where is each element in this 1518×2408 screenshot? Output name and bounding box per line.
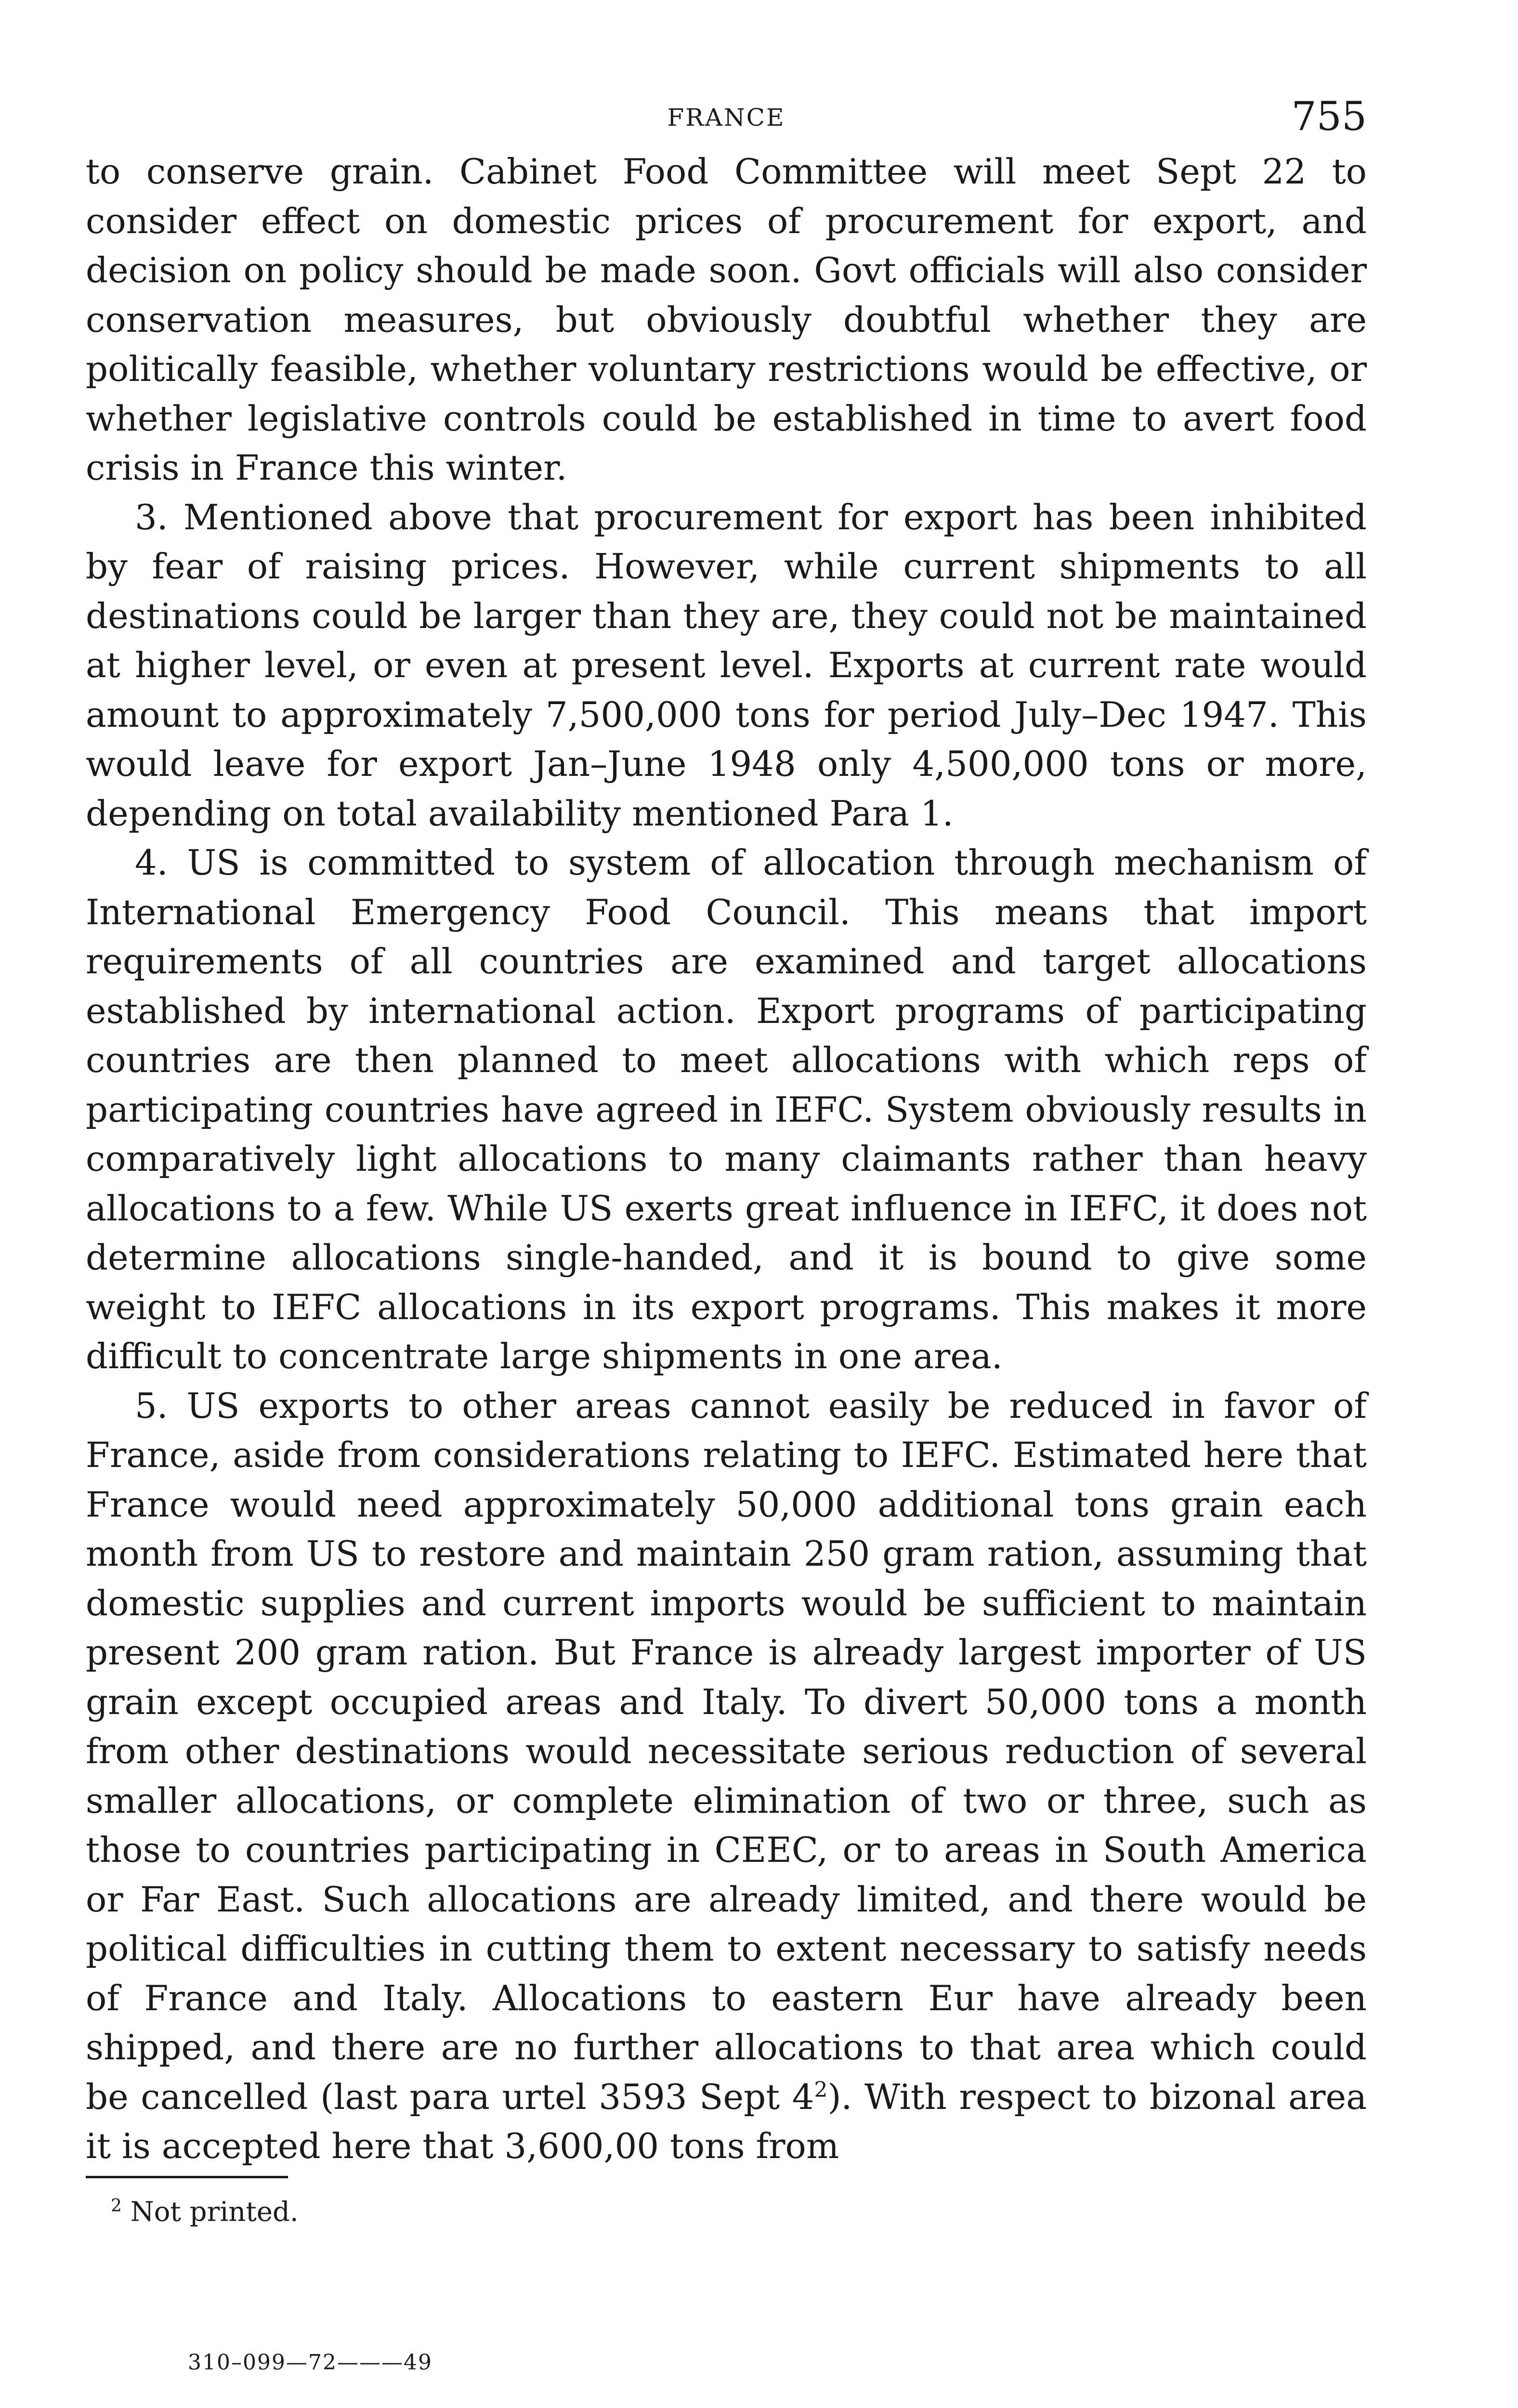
page-number: 755 [1291, 94, 1367, 140]
body-text [86, 147, 1367, 2171]
print-code: 310–099—72———49 [188, 2350, 432, 2375]
paragraph-3: 3. Mentioned above that procurement for export has been inhibited by fear of raising prices. However, while current shipments to all destinations could be larger than they are, they could not be maintained at higher level, or even at present level. Exports at current rate would amount to approximately 7,500,000 tons for period July–Dec 1947. This would leave for export Jan–June 1948 only 4,500,000 tons or more, depending on total availability mentioned Para 1. [86, 497, 1367, 834]
paragraph-continued: to conserve grain. Cabinet Food Committee will meet Sept 22 to consider effect on domestic prices of procurement for export, and decision on policy should be made soon. Govt officials will also consider conservation measures, but obviously doubtful whether they are politically feasible, whether voluntary restrictions would be effective, or whether legislative controls could be established in time to avert food crisis in France this winter. [86, 151, 1367, 488]
paragraph-5-tail: ). With respect to bizonal area it is accepted here that 3,600,00 tons from [86, 2076, 1367, 2166]
footnote [111, 2196, 299, 2228]
running-head [86, 94, 1367, 147]
paragraph-4: 4. US is committed to system of allocation through mechanism of International Emergency Food Council. This means that import requirements of all countries are examined and target allocations established by international action. Export programs of participating countries are then planned to meet allocations with which reps of participating countries have agreed in IEFC. System obviously results in comparatively light allocations to many claimants rather than heavy allocations to a few. While US exerts great influence in IEFC, it does not determine allocations single-handed, and it is bound to give some weight to IEFC allocations in its export programs. This makes it more difficult to concentrate large shipments in one area. [86, 842, 1367, 1376]
footnote-reference: 2 [814, 2077, 828, 2102]
paragraph-5-text: 5. US exports to other areas cannot easily be reduced in favor of France, aside from considerations relating to IEFC. Estimated here that France would need approximately 50,000 additional tons grain each month from US to restore and maintain 250 gram ration, assuming that domestic supplies and current imports would be sufficient to maintain present 200 gram ration. But France is already largest importer of US grain except occupied areas and Italy. To divert 50,000 tons a month from other destinations would necessitate serious reduction of several smaller allocations, or complete elimination of two or three, such as those to countries participating in CEEC, or to areas in South America or Far East. Such allocations are already limited, and there would be political difficulties in cutting them to extent necessary to satisfy needs of France and Italy. Allocations to eastern Eur have already been shipped, and there are no further allocations to that area which could be cancelled (last para urtel 3593 Sept 4 [86, 1385, 1367, 2117]
footnote-text: Not printed. [130, 2196, 299, 2228]
running-title: FRANCE [667, 104, 785, 131]
footnote-divider [86, 2176, 288, 2178]
footnote-marker: 2 [111, 2196, 122, 2216]
paragraph-5 [86, 1381, 1367, 2171]
page [86, 94, 1367, 2171]
